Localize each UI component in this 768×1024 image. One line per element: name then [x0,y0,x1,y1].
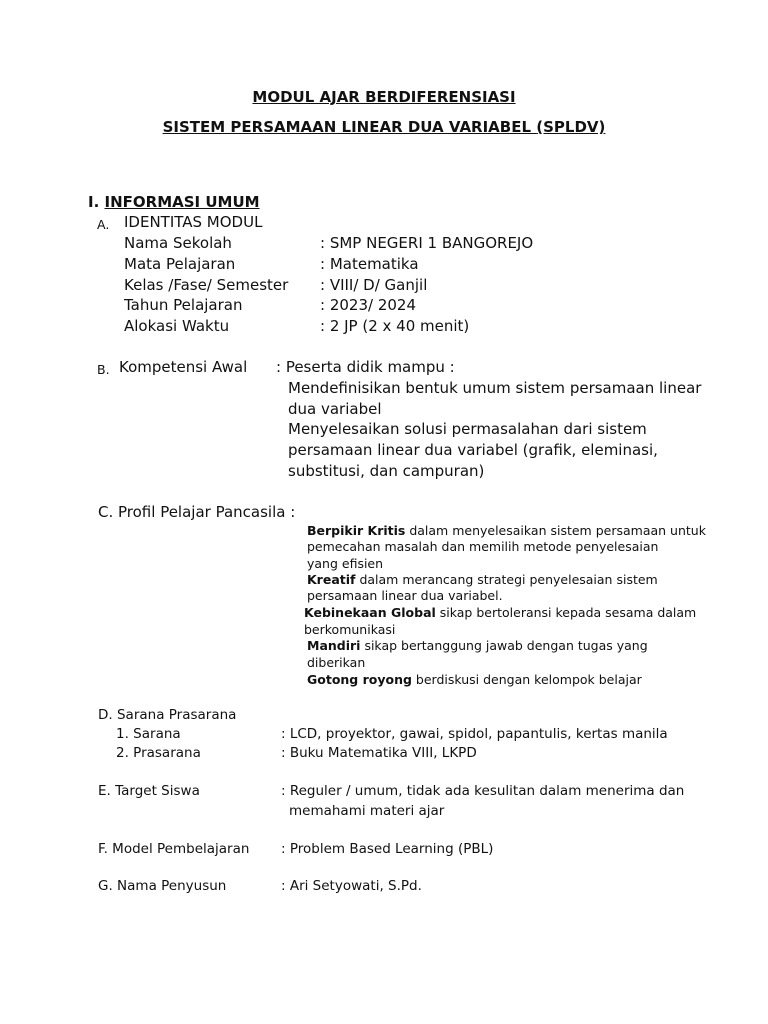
kompetensi-marker: B. [97,362,110,377]
profil-item-cont: yang efisien [307,556,384,571]
sarana-label: 2. Prasarana [116,745,201,761]
kompetensi-line: Menyelesaikan solusi permasalahan dari sistem [288,420,647,438]
profil-item-cont: pemecahan masalah dan memilih metode penyelesaian [307,539,659,554]
profil-item-desc: berdiskusi dengan kelompok belajar [411,672,642,687]
profil-item-desc: dalam menyelesaikan sistem persamaan untuk [405,523,706,538]
target-value-cont: memahami materi ajar [289,803,445,819]
profil-item [307,638,648,653]
identitas-label: Nama Sekolah [124,234,232,252]
profil-label: C. Profil Pelajar Pancasila : [98,503,296,521]
kompetensi-line: dua variabel [288,400,382,418]
target-label: E. Target Siswa [98,783,200,799]
sarana-value: : Buku Matematika VIII, LKPD [281,745,477,761]
profil-item-name: Kebinekaan Global [304,605,436,620]
profil-item [307,672,642,687]
identitas-value: : Matematika [320,255,419,273]
subtitle-text: SISTEM PERSAMAAN LINEAR DUA VARIABEL [162,118,532,136]
section-heading [88,193,260,211]
target-value: : Reguler / umum, tidak ada kesulitan dalam menerima dan [281,783,685,799]
identitas-value: : VIII/ D/ Ganjil [320,276,428,294]
profil-item-desc: sikap bertoleransi kepada sesama dalam [435,605,697,620]
profil-item [307,523,706,538]
identitas-label: Tahun Pelajaran [124,296,243,314]
profil-item-name: Kreatif [307,572,356,587]
section-title: INFORMASI UMUM [104,193,260,211]
profil-item-cont: persamaan linear dua variabel. [307,588,503,603]
identitas-label: Kelas /Fase/ Semester [124,276,289,294]
profil-item [304,605,696,620]
sarana-heading: D. Sarana Prasarana [98,707,237,723]
identitas-marker: A. [97,217,110,232]
profil-item [307,572,658,587]
profil-item-desc: sikap bertanggung jawab dengan tugas yang [360,638,648,653]
subtitle-abbreviation: (SPLDV) [536,118,606,136]
penyusun-label: G. Nama Penyusun [98,878,227,894]
document-subtitle [0,118,768,136]
document-title: MODUL AJAR BERDIFERENSIASI [252,88,516,106]
profil-item-name: Gotong royong [307,672,412,687]
sarana-label: 1. Sarana [116,726,181,742]
identitas-value: : 2 JP (2 x 40 menit) [320,317,470,335]
identitas-heading: IDENTITAS MODUL [124,213,263,231]
profil-item-cont: berkomunikasi [304,622,396,637]
identitas-value: : 2023/ 2024 [320,296,416,314]
model-value: : Problem Based Learning (PBL) [281,841,494,857]
identitas-label: Alokasi Waktu [124,317,230,335]
kompetensi-line: persamaan linear dua variabel (grafik, eleminasi, [288,441,658,459]
sarana-value: : LCD, proyektor, gawai, spidol, papantulis, kertas manila [281,726,668,742]
kompetensi-label: Kompetensi Awal [119,358,248,376]
profil-item-desc: dalam merancang strategi penyelesaian sistem [355,572,658,587]
profil-item-name: Mandiri [307,638,361,653]
kompetensi-line: Mendefinisikan bentuk umum sistem persamaan linear [288,379,702,397]
penyusun-value: : Ari Setyowati, S.Pd. [281,878,422,894]
profil-item-name: Berpikir Kritis [307,523,406,538]
identitas-value: : SMP NEGERI 1 BANGOREJO [320,234,534,252]
section-number: I. [88,193,100,211]
identitas-label: Mata Pelajaran [124,255,236,273]
kompetensi-line: substitusi, dan campuran) [288,462,485,480]
kompetensi-intro: : Peserta didik mampu : [276,358,455,376]
model-label: F. Model Pembelajaran [98,841,250,857]
profil-item-cont: diberikan [307,655,366,670]
